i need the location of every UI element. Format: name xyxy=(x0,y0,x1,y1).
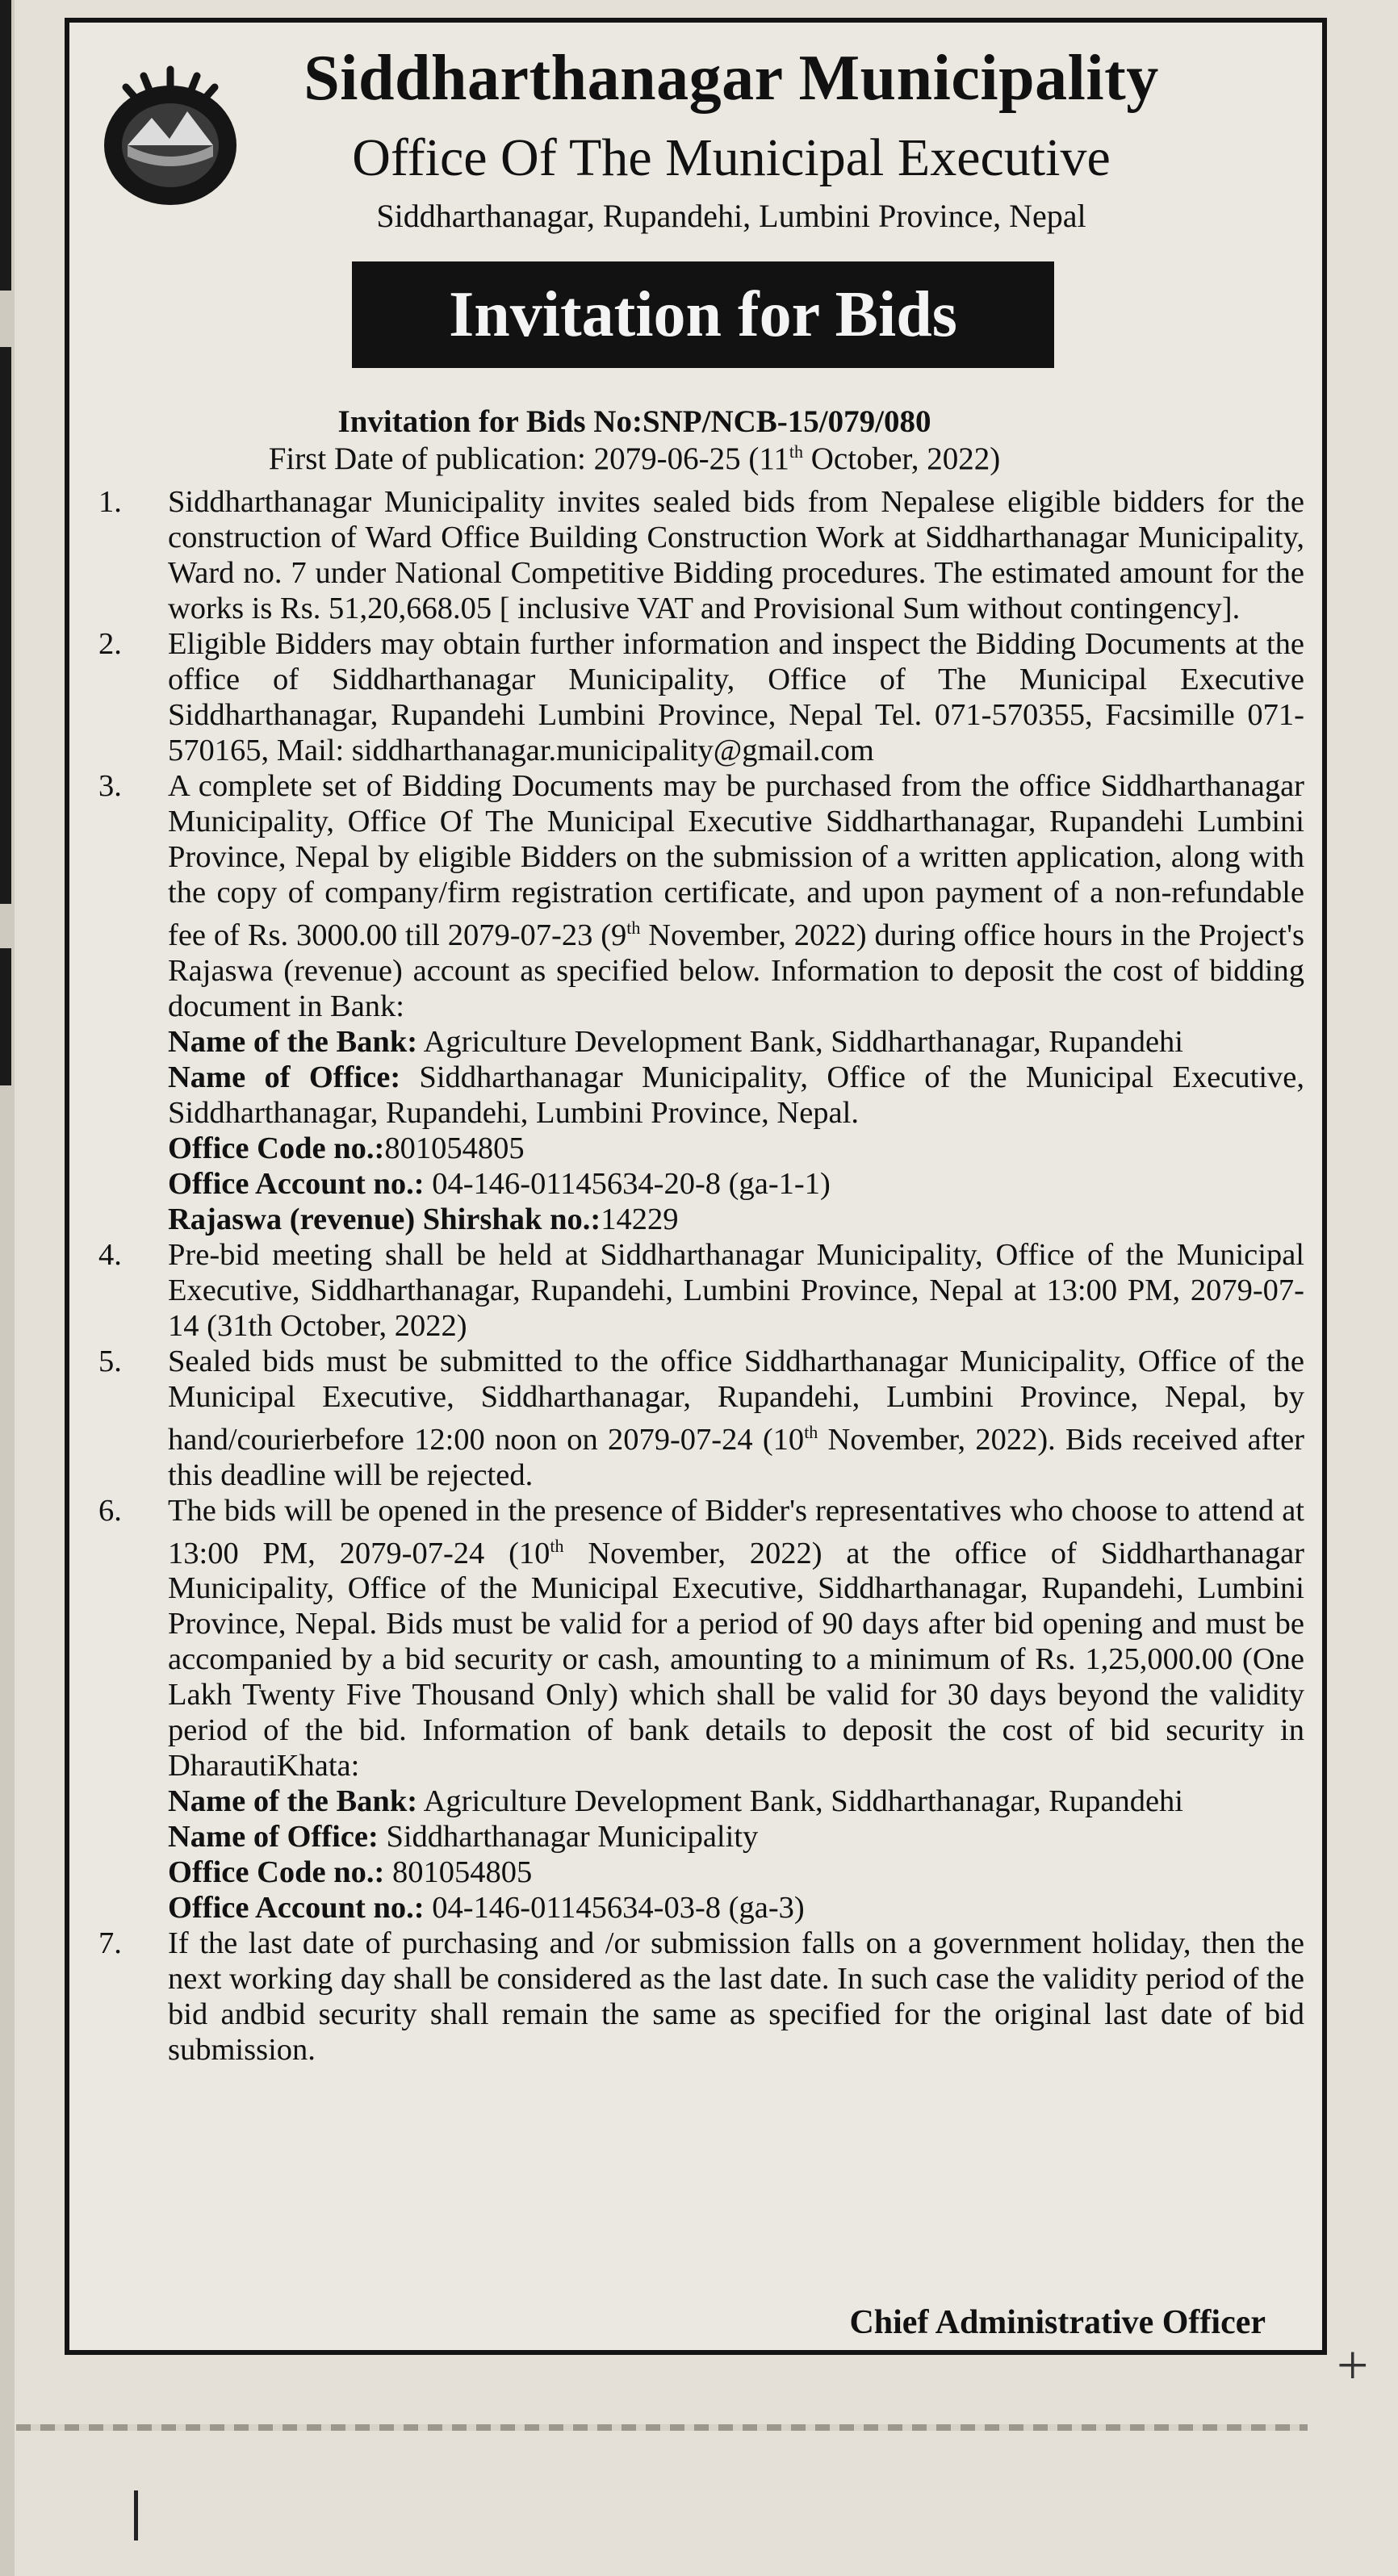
scan-divider xyxy=(16,2424,1308,2431)
office-code-line: Office Code no.:801054805 xyxy=(168,1131,525,1165)
page-left-edge xyxy=(0,0,15,2576)
municipality-emblem-icon xyxy=(95,55,245,213)
item-number: 3. xyxy=(98,769,122,803)
office-name: Office Of The Municipal Executive xyxy=(352,128,1111,187)
signatory-title: Chief Administrative Officer xyxy=(849,2304,1266,2341)
item-number: 2. xyxy=(98,627,122,661)
edge-mark xyxy=(0,347,11,904)
rajaswa-line: Rajaswa (revenue) Shirshak no.:14229 xyxy=(168,1202,679,1236)
list-item xyxy=(94,1926,1304,2068)
edge-mark xyxy=(0,0,11,291)
edge-mark xyxy=(0,948,11,1085)
publication-date: First Date of publication: 2079-06-25 (11th October, 2022) xyxy=(268,441,1001,476)
item-text: Siddharthanagar Municipality invites sealed bids from Nepalese eligible bidders for the construction of Ward Office Building Construction Work at Siddharthanagar Municipality, Ward no. 7 under National Competitive Bidding procedures. The estimated amount for the works is Rs. 51,20,668.05 [ inclusive VAT and Provisional Sum without contingency]. xyxy=(168,485,1304,625)
notice-title-banner: Invitation for Bids xyxy=(352,261,1054,368)
office-account-line: Office Account no.: 04-146-01145634-20-8 (ga-1-1) xyxy=(168,1166,831,1201)
list-item xyxy=(94,1237,1304,1344)
item-number: 4. xyxy=(98,1237,122,1272)
item-text: Sealed bids must be submitted to the office Siddharthanagar Municipality, Office of the Municipal Executive, Siddharthanagar, Rupandehi, Lumbini Province, Nepal, by hand/courierbefore 12:00 noon on 2079-07-24 (10th November, 2022). Bids received after this deadline will be rejected. xyxy=(168,1344,1304,1492)
list-item xyxy=(94,484,1304,626)
item-text: Eligible Bidders may obtain further information and inspect the Bidding Documents at the office of Siddharthanagar Municipality, Office of The Municipal Executive Siddharthanagar, Rupandehi Lumbini Province, Nepal Tel. 071-570355, Facsimille 071-570165, Mail: siddharthanagar.municipality@gmail.com xyxy=(168,627,1304,767)
office-code-line: Office Code no.: 801054805 xyxy=(168,1855,533,1890)
item-number: 5. xyxy=(98,1344,122,1378)
item-text: Pre-bid meeting shall be held at Siddharthanagar Municipality, Office of the Municipal Executive, Siddharthanagar, Rupandehi, Lumbini Province, Nepal at 13:00 PM, 2079-07-14 (31th October, 2022) xyxy=(168,1237,1304,1343)
bank-name-line: Name of the Bank: Agriculture Development Bank, Siddharthanagar, Rupandehi xyxy=(168,1024,1184,1059)
notice-body xyxy=(94,484,1304,2068)
item-number: 6. xyxy=(98,1493,122,1528)
list-item xyxy=(94,626,1304,768)
scan-speck xyxy=(134,2490,138,2540)
item-number: 1. xyxy=(98,485,122,519)
bid-notice xyxy=(65,18,1327,2355)
list-item xyxy=(94,1344,1304,1493)
bank-name-line: Name of the Bank: Agriculture Development Bank, Siddharthanagar, Rupandehi xyxy=(168,1784,1184,1819)
list-item xyxy=(94,1493,1304,1926)
bid-number: Invitation for Bids No:SNP/NCB-15/079/080 xyxy=(337,404,931,439)
office-name-line: Name of Office: Siddharthanagar Municipality, Office of the Municipal Executive, Siddharthanagar, Rupandehi, Lumbini Province, Nepal. xyxy=(168,1060,1304,1130)
office-name-line: Name of Office: Siddharthanagar Municipality xyxy=(168,1820,759,1855)
crop-mark-icon: + xyxy=(1337,2335,1369,2397)
item-text: A complete set of Bidding Documents may be purchased from the office Siddharthanagar Municipality, Office Of The Municipal Executive Siddharthanagar, Rupandehi Lumbini Province, Nepal by eligible Bidders on the submission of a written application, along with the copy of company/firm registration certificate, and upon payment of a non-refundable fee of Rs. 3000.00 till 2079-07-23 (9th November, 2022) during office hours in the Project's Rajaswa (revenue) account as specified below. Information to deposit the cost of bidding document in Bank: Name of the Bank: Agriculture Development Bank, Siddharthanagar, Rupandehi Name of Office: Siddharthanagar Municipality, Office of the Municipal Executive, Siddharthanagar, Rupandehi, Lumbini Province, Nepal. Office Code no.:801054805 Office Account no.: 04-146-01145634-20-8 (ga-1-1) Rajaswa (revenue) Shirshak no.:14229 xyxy=(168,769,1304,1236)
office-account-line: Office Account no.: 04-146-01145634-03-8 (ga-3) xyxy=(168,1891,805,1926)
item-text: If the last date of purchasing and /or submission falls on a government holiday, then the next working day shall be considered as the last date. In such case the validity period of the bid andbid security shall remain the same as specified for the original last date of bid submission. xyxy=(168,1926,1304,2068)
municipality-name: Siddharthanagar Municipality xyxy=(303,43,1159,114)
item-text: The bids will be opened in the presence of Bidder's representatives who choose to attend at 13:00 PM, 2079-07-24 (10th November, 2022) at the office of Siddharthanagar Municipality, Office of the Municipal Executive, Siddharthanagar, Rupandehi, Lumbini Province, Nepal. Bids must be valid for a period of 90 days after bid opening and must be accompanied by a bid security or cash, amounting to a minimum of Rs. 1,25,000.00 (One Lakh Twenty Five Thousand Only) which shall be valid for 30 days beyond the validity period of the bid. Information of bank details to deposit the cost of bid security in DharautiKhata: Name of the Bank: Agriculture Development Bank, Siddharthanagar, Rupandehi Name of Office: Siddharthanagar Municipality Office Code no.: 801054805 Office Account no.: 04-146-01145634-03-8 (ga-3) xyxy=(168,1493,1304,1926)
item-number: 7. xyxy=(98,1926,122,1961)
office-address: Siddharthanagar, Rupandehi, Lumbini Province, Nepal xyxy=(376,198,1086,234)
list-item xyxy=(94,768,1304,1237)
